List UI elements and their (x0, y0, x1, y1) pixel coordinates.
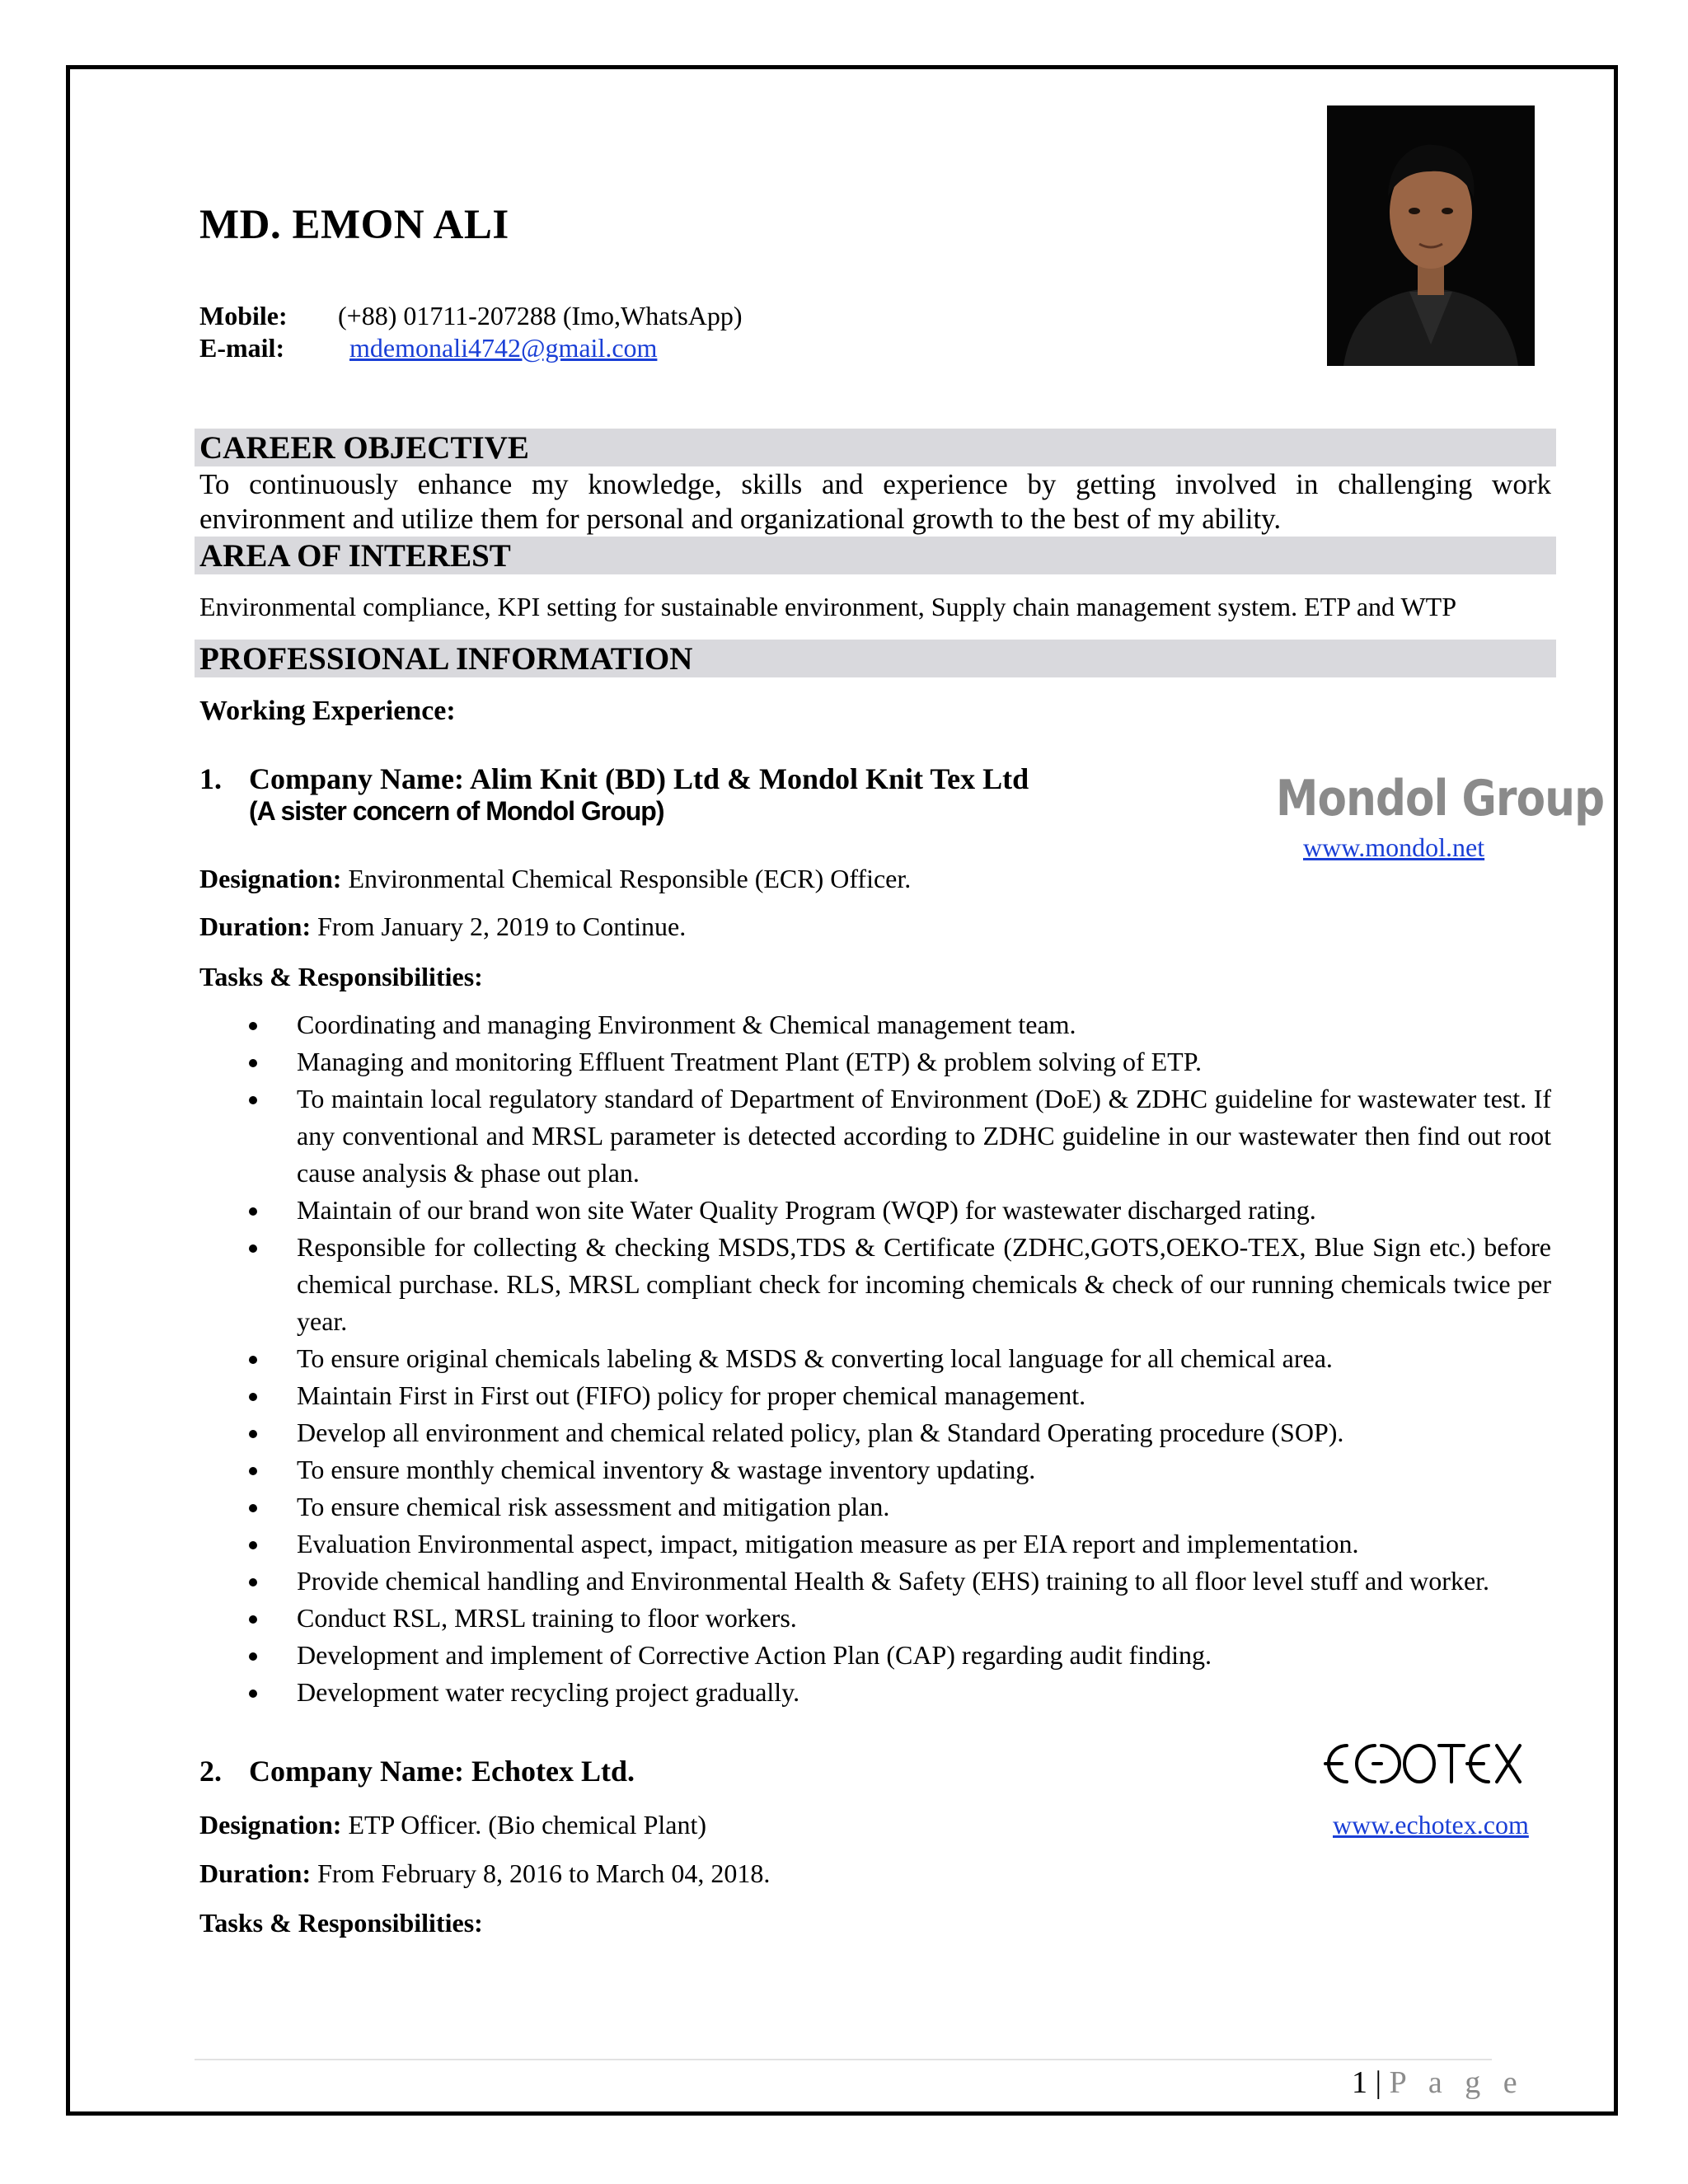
career-objective-line1: To continuously enhance my knowledge, skills and experience by getting involved in challenging work (199, 468, 1551, 500)
job2-number: 2. (199, 1755, 222, 1788)
area-of-interest-text: Environmental compliance, KPI setting for sustainable environment, Supply chain management system. ETP and WTP (199, 592, 1457, 621)
career-objective-heading-bar (195, 429, 1556, 466)
job1-duration (199, 912, 686, 942)
job1-duration-label: Duration: (199, 912, 312, 941)
page-word: P a g e (1389, 2065, 1525, 2100)
echotex-website-link[interactable]: www.echotex.com (1333, 1810, 1529, 1840)
job1-designation-value: Environmental Chemical Responsible (ECR) Officer. (341, 864, 912, 893)
area-of-interest-heading-bar (195, 537, 1556, 574)
task-item: Provide chemical handling and Environmental Health & Safety (EHS) training to all floor level stuff and worker. (249, 1563, 1551, 1600)
footer-divider (195, 2059, 1492, 2060)
professional-info-heading: PROFESSIONAL INFORMATION (199, 641, 693, 677)
task-item: Maintain of our brand won site Water Quality Program (WQP) for wastewater discharged rating. (249, 1192, 1551, 1229)
task-item: Develop all environment and chemical related policy, plan & Standard Operating procedure (SOP). (249, 1414, 1551, 1451)
mondol-website-link[interactable]: www.mondol.net (1303, 832, 1485, 862)
bullet-icon (249, 1096, 257, 1104)
page-footer (1352, 2064, 1525, 2101)
career-objective-heading: CAREER OBJECTIVE (199, 430, 529, 466)
job2-tasks-label: Tasks & Responsibilities: (199, 1908, 483, 1938)
job1-company-name: Company Name: Alim Knit (BD) Ltd & Mondol Knit Tex Ltd (249, 762, 1029, 795)
task-item: Responsible for collecting & checking MSDS,TDS & Certificate (ZDHC,GOTS,OEKO-TEX, Blue Sign etc.) before chemical purchase. RLS, MRSL compliant check for incoming chemicals & check of our running chemicals twice per year. (249, 1229, 1551, 1340)
job1-sister-concern: (A sister concern of Mondol Group) (249, 796, 664, 826)
bullet-icon (249, 1059, 257, 1067)
bullet-icon (249, 1207, 257, 1216)
bullet-icon (249, 1467, 257, 1475)
bullet-icon (249, 1430, 257, 1438)
page-separator: | (1375, 2065, 1382, 2100)
job2-designation-label: Designation: (199, 1810, 342, 1840)
bullet-icon (249, 1652, 257, 1661)
bullet-icon (249, 1244, 257, 1253)
career-objective-line2: environment and utilize them for personal and organizational growth to the best of my ability. (199, 503, 1282, 535)
bullet-icon (249, 1578, 257, 1586)
professional-info-heading-bar (195, 640, 1556, 677)
bullet-icon (249, 1393, 257, 1401)
job1-designation-label: Designation: (199, 864, 342, 893)
bullet-icon (249, 1022, 257, 1030)
mobile-label: Mobile: (199, 301, 288, 330)
task-item: Evaluation Environmental aspect, impact, mitigation measure as per EIA report and implementation. (249, 1526, 1551, 1563)
task-item: Development water recycling project gradually. (249, 1674, 1551, 1711)
task-item: To ensure monthly chemical inventory & wastage inventory updating. (249, 1451, 1551, 1488)
job2-designation (199, 1810, 706, 1840)
job2-duration-label: Duration: (199, 1858, 312, 1888)
task-item: To ensure original chemicals labeling & MSDS & converting local language for all chemical area. (249, 1340, 1551, 1377)
task-item: Conduct RSL, MRSL training to floor workers. (249, 1600, 1551, 1637)
job1-number: 1. (199, 762, 222, 795)
bullet-icon (249, 1690, 257, 1698)
mondol-group-logo: Mondol Group (1276, 770, 1605, 827)
task-item: To ensure chemical risk assessment and mitigation plan. (249, 1488, 1551, 1526)
job1-task-list (249, 1006, 1551, 1711)
email-link[interactable]: mdemonali4742@gmail.com (349, 333, 658, 363)
task-item: Managing and monitoring Effluent Treatment Plant (ETP) & problem solving of ETP. (249, 1043, 1551, 1080)
profile-photo (1327, 105, 1535, 366)
bullet-icon (249, 1504, 257, 1512)
bullet-icon (249, 1541, 257, 1549)
task-item: Development and implement of Corrective Action Plan (CAP) regarding audit finding. (249, 1637, 1551, 1674)
job2-designation-value: ETP Officer. (Bio chemical Plant) (341, 1810, 706, 1840)
task-item: Coordinating and managing Environment & Chemical management team. (249, 1006, 1551, 1043)
bullet-icon (249, 1356, 257, 1364)
task-item: To maintain local regulatory standard of Department of Environment (DoE) & ZDHC guideline for wastewater test. If any conventional and MRSL parameter is detected according to ZDHC guideline in our wastewater then find out root cause analysis & phase out plan. (249, 1080, 1551, 1192)
echotex-logo (1322, 1739, 1528, 1793)
job1-duration-value: From January 2, 2019 to Continue. (311, 912, 687, 941)
working-experience-label: Working Experience: (199, 696, 456, 726)
job2-duration-value: From February 8, 2016 to March 04, 2018. (311, 1858, 771, 1888)
mobile-value: (+88) 01711-207288 (Imo,WhatsApp) (338, 301, 743, 330)
job2-company-name: Company Name: Echotex Ltd. (249, 1755, 635, 1788)
candidate-name: MD. EMON ALI (199, 202, 509, 248)
job1-designation (199, 864, 911, 894)
page-number: 1 (1352, 2065, 1367, 2100)
job1-tasks-label: Tasks & Responsibilities: (199, 962, 483, 991)
area-of-interest-heading: AREA OF INTEREST (199, 538, 511, 574)
email-label: E-mail: (199, 333, 285, 363)
bullet-icon (249, 1615, 257, 1624)
job2-duration (199, 1858, 770, 1889)
task-item: Maintain First in First out (FIFO) policy for proper chemical management. (249, 1377, 1551, 1414)
